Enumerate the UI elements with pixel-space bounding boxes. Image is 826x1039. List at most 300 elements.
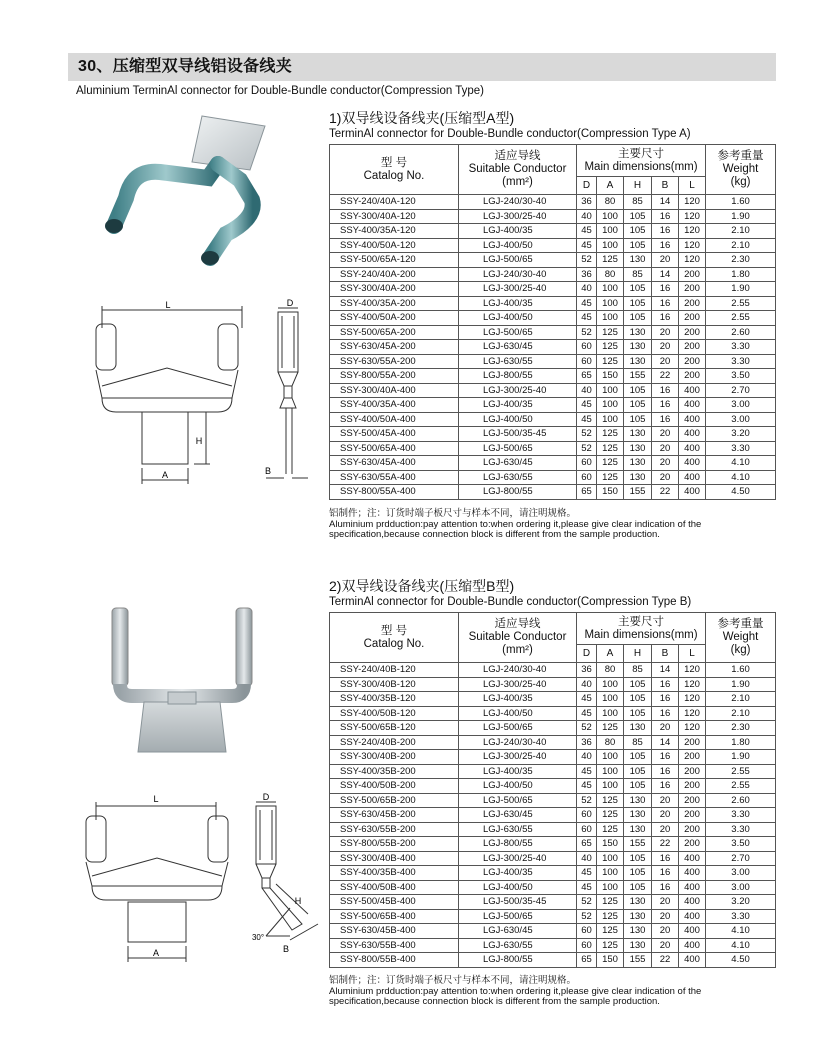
table-row [330,764,776,779]
b-cell: 22 [652,837,679,852]
a-cell: 100 [597,851,624,866]
h-cell: 105 [624,282,652,297]
b-cell: 20 [652,340,679,355]
l-cell: 200 [679,808,706,823]
h-cell: 130 [624,325,652,340]
l-cell: 200 [679,267,706,282]
table-row [330,924,776,939]
catalog-cell: SSY-630/55B-400 [330,938,459,953]
weight-cell: 2.55 [706,764,776,779]
page-subtitle: Aluminium TerminAl connector for Double-Bundle conductor(Compression Type) [76,85,485,97]
col-d: D [577,177,597,195]
conductor-cell: LGJ-630/55 [459,354,577,369]
catalog-cell: SSY-630/55A-400 [330,470,459,485]
h-cell: 130 [624,427,652,442]
catalog-cell: SSY-300/40B-120 [330,677,459,692]
table-row [330,267,776,282]
table-row [330,706,776,721]
weight-cell: 2.10 [706,692,776,707]
d-cell: 45 [577,880,597,895]
conductor-cell: LGJ-240/30-40 [459,735,577,750]
d-cell: 40 [577,677,597,692]
dim-label-h: H [294,896,302,906]
catalog-cell: SSY-400/35B-120 [330,692,459,707]
l-cell: 120 [679,677,706,692]
weight-cell: 3.50 [706,837,776,852]
l-cell: 400 [679,880,706,895]
table-row [330,880,776,895]
a-cell: 80 [597,735,624,750]
weight-cell: 2.10 [706,238,776,253]
col-h: H [624,645,652,663]
catalog-cell: SSY-400/50B-120 [330,706,459,721]
d-cell: 40 [577,851,597,866]
a-cell: 100 [597,209,624,224]
b-cell: 16 [652,311,679,326]
a-cell: 125 [597,427,624,442]
l-cell: 120 [679,224,706,239]
dim-label-d: D [286,298,294,308]
d-cell: 45 [577,764,597,779]
col-b: B [652,645,679,663]
l-cell: 400 [679,485,706,500]
conductor-cell: LGJ-500/65 [459,721,577,736]
b-cell: 16 [652,866,679,881]
table-row [330,793,776,808]
h-cell: 130 [624,909,652,924]
a-cell: 100 [597,880,624,895]
conductor-cell: LGJ-400/35 [459,764,577,779]
catalog-cell: SSY-300/40A-120 [330,209,459,224]
b-cell: 14 [652,735,679,750]
weight-cell: 3.30 [706,354,776,369]
table-row [330,721,776,736]
b-cell: 16 [652,764,679,779]
d-cell: 36 [577,267,597,282]
a-cell: 100 [597,706,624,721]
weight-cell: 3.30 [706,909,776,924]
weight-cell: 1.90 [706,282,776,297]
a-cell: 100 [597,412,624,427]
l-cell: 400 [679,953,706,968]
b-cell: 20 [652,793,679,808]
b-cell: 20 [652,441,679,456]
h-cell: 85 [624,663,652,678]
b-cell: 20 [652,427,679,442]
a-cell: 100 [597,224,624,239]
conductor-cell: LGJ-240/30-40 [459,267,577,282]
section-b-title: 2)双导线设备线夹(压缩型B型) [329,578,515,594]
table-row [330,441,776,456]
h-cell: 130 [624,441,652,456]
table-row [330,677,776,692]
b-cell: 20 [652,808,679,823]
col-l: L [679,645,706,663]
a-cell: 125 [597,721,624,736]
table-row [330,837,776,852]
conductor-cell: LGJ-240/30-40 [459,663,577,678]
section-b-note [329,976,769,1008]
l-cell: 200 [679,822,706,837]
d-cell: 60 [577,470,597,485]
weight-header: 参考重量 Weight (kg) [706,145,776,195]
d-cell: 60 [577,924,597,939]
catalog-cell: SSY-500/65B-120 [330,721,459,736]
l-cell: 200 [679,837,706,852]
table-row [330,209,776,224]
b-cell: 20 [652,325,679,340]
weight-cell: 1.60 [706,195,776,210]
weight-cell: 4.10 [706,938,776,953]
weight-cell: 4.10 [706,470,776,485]
table-row [330,296,776,311]
d-cell: 45 [577,224,597,239]
h-cell: 105 [624,311,652,326]
note-cn: 铝制件；注：订货时端子板尺寸与样本不同，请注明规格。 [329,975,577,986]
table-row [330,750,776,765]
catalog-cell: SSY-800/55A-400 [330,485,459,500]
b-cell: 16 [652,282,679,297]
section-a-table [329,144,776,500]
b-cell: 16 [652,412,679,427]
table-row [330,470,776,485]
b-cell: 16 [652,383,679,398]
l-cell: 120 [679,721,706,736]
dim-label-l: L [153,794,159,804]
conductor-cell: LGJ-630/55 [459,938,577,953]
h-cell: 85 [624,195,652,210]
h-cell: 130 [624,793,652,808]
d-cell: 52 [577,721,597,736]
table-row [330,692,776,707]
weight-cell: 2.70 [706,851,776,866]
b-cell: 20 [652,456,679,471]
table-row [330,282,776,297]
catalog-cell: SSY-500/45A-400 [330,427,459,442]
conductor-header: 适应导线 Suitable Conductor (mm²) [459,613,577,663]
d-cell: 45 [577,296,597,311]
conductor-cell: LGJ-400/50 [459,238,577,253]
table-row [330,663,776,678]
a-cell: 125 [597,938,624,953]
weight-cell: 2.10 [706,224,776,239]
weight-cell: 2.55 [706,311,776,326]
conductor-cell: LGJ-630/55 [459,822,577,837]
b-cell: 14 [652,195,679,210]
l-cell: 200 [679,354,706,369]
catalog-cell: SSY-400/35A-200 [330,296,459,311]
a-cell: 150 [597,485,624,500]
table-row [330,953,776,968]
d-cell: 65 [577,837,597,852]
catalog-cell: SSY-400/50B-400 [330,880,459,895]
d-cell: 60 [577,456,597,471]
a-cell: 100 [597,692,624,707]
b-cell: 16 [652,677,679,692]
h-cell: 105 [624,851,652,866]
conductor-cell: LGJ-400/50 [459,706,577,721]
a-cell: 80 [597,663,624,678]
conductor-cell: LGJ-400/50 [459,880,577,895]
weight-cell: 3.00 [706,398,776,413]
conductor-cell: LGJ-500/35-45 [459,427,577,442]
table-row [330,398,776,413]
d-cell: 45 [577,311,597,326]
h-cell: 105 [624,412,652,427]
a-cell: 150 [597,837,624,852]
b-cell: 20 [652,938,679,953]
dimensions-header: 主要尺寸 Main dimensions(mm) [577,145,706,177]
table-row [330,412,776,427]
h-cell: 130 [624,456,652,471]
b-cell: 14 [652,267,679,282]
table-row [330,238,776,253]
b-cell: 16 [652,880,679,895]
catalog-cell: SSY-500/65B-400 [330,909,459,924]
weight-header: 参考重量 Weight (kg) [706,613,776,663]
l-cell: 400 [679,895,706,910]
catalog-cell: SSY-630/55A-200 [330,354,459,369]
col-a: A [597,645,624,663]
a-cell: 100 [597,238,624,253]
conductor-cell: LGJ-500/65 [459,325,577,340]
catalog-cell: SSY-400/50A-120 [330,238,459,253]
l-cell: 400 [679,398,706,413]
col-b: B [652,177,679,195]
dim-label-a: A [152,948,160,958]
conductor-cell: LGJ-630/45 [459,456,577,471]
catalog-cell: SSY-500/65A-200 [330,325,459,340]
conductor-cell: LGJ-400/35 [459,398,577,413]
section-a-title: 1)双导线设备线夹(压缩型A型) [329,110,515,126]
catalog-cell: SSY-630/45B-200 [330,808,459,823]
conductor-cell: LGJ-630/45 [459,340,577,355]
l-cell: 400 [679,470,706,485]
d-cell: 65 [577,953,597,968]
table-row [330,224,776,239]
a-cell: 125 [597,470,624,485]
catalog-cell: SSY-240/40B-200 [330,735,459,750]
d-cell: 52 [577,253,597,268]
l-cell: 400 [679,456,706,471]
a-cell: 150 [597,953,624,968]
conductor-cell: LGJ-300/25-40 [459,282,577,297]
a-cell: 125 [597,909,624,924]
h-cell: 130 [624,253,652,268]
d-cell: 40 [577,383,597,398]
table-row [330,485,776,500]
weight-cell: 3.00 [706,866,776,881]
b-cell: 16 [652,779,679,794]
conductor-cell: LGJ-300/25-40 [459,677,577,692]
dimensions-header: 主要尺寸 Main dimensions(mm) [577,613,706,645]
h-cell: 155 [624,953,652,968]
b-cell: 14 [652,663,679,678]
catalog-cell: SSY-400/35A-400 [330,398,459,413]
l-cell: 120 [679,195,706,210]
weight-cell: 3.30 [706,808,776,823]
h-cell: 105 [624,706,652,721]
d-cell: 60 [577,808,597,823]
b-cell: 20 [652,924,679,939]
l-cell: 200 [679,282,706,297]
conductor-cell: LGJ-500/65 [459,253,577,268]
a-cell: 100 [597,311,624,326]
catalog-cell: SSY-800/55A-200 [330,369,459,384]
h-cell: 105 [624,692,652,707]
h-cell: 155 [624,485,652,500]
a-cell: 125 [597,354,624,369]
catalog-header: 型 号 Catalog No. [330,145,459,195]
l-cell: 400 [679,851,706,866]
h-cell: 130 [624,808,652,823]
d-cell: 60 [577,354,597,369]
d-cell: 60 [577,822,597,837]
catalog-header: 型 号 Catalog No. [330,613,459,663]
a-cell: 125 [597,325,624,340]
connector-b-side-drawing [246,790,326,960]
conductor-cell: LGJ-400/50 [459,779,577,794]
a-cell: 125 [597,253,624,268]
table-row [330,195,776,210]
catalog-cell: SSY-630/55B-200 [330,822,459,837]
a-cell: 100 [597,750,624,765]
b-cell: 22 [652,369,679,384]
conductor-header: 适应导线 Suitable Conductor (mm²) [459,145,577,195]
weight-cell: 1.80 [706,735,776,750]
catalog-cell: SSY-500/45B-400 [330,895,459,910]
a-cell: 100 [597,677,624,692]
l-cell: 120 [679,692,706,707]
weight-cell: 3.00 [706,412,776,427]
table-row [330,808,776,823]
d-cell: 52 [577,427,597,442]
weight-cell: 2.10 [706,706,776,721]
a-cell: 100 [597,398,624,413]
d-cell: 52 [577,909,597,924]
b-cell: 20 [652,721,679,736]
d-cell: 36 [577,663,597,678]
table-row [330,325,776,340]
conductor-cell: LGJ-800/55 [459,837,577,852]
a-cell: 125 [597,822,624,837]
h-cell: 130 [624,470,652,485]
col-d: D [577,645,597,663]
h-cell: 105 [624,398,652,413]
col-h: H [624,177,652,195]
conductor-cell: LGJ-500/35-45 [459,895,577,910]
l-cell: 400 [679,938,706,953]
connector-a-side-drawing [262,298,312,488]
l-cell: 400 [679,383,706,398]
a-cell: 125 [597,924,624,939]
d-cell: 45 [577,398,597,413]
b-cell: 16 [652,209,679,224]
l-cell: 400 [679,441,706,456]
d-cell: 60 [577,938,597,953]
weight-cell: 2.30 [706,721,776,736]
weight-cell: 2.60 [706,793,776,808]
b-cell: 20 [652,253,679,268]
a-cell: 125 [597,456,624,471]
weight-cell: 4.50 [706,953,776,968]
weight-cell: 2.55 [706,296,776,311]
a-cell: 80 [597,267,624,282]
table-row [330,866,776,881]
catalog-cell: SSY-300/40B-400 [330,851,459,866]
weight-cell: 3.00 [706,880,776,895]
h-cell: 130 [624,822,652,837]
h-cell: 85 [624,735,652,750]
b-cell: 22 [652,953,679,968]
table-row [330,383,776,398]
catalog-cell: SSY-300/40A-400 [330,383,459,398]
note-en: Aluminium prdduction:pay attention to:when ordering it,please give clear indication of the specification,because connection block is different from the sample production. [329,985,702,1007]
weight-cell: 3.30 [706,822,776,837]
catalog-cell: SSY-400/35B-200 [330,764,459,779]
dim-label-d: D [262,792,270,802]
weight-cell: 2.60 [706,325,776,340]
page-title: 30、压缩型双导线铝设备线夹 [68,53,776,81]
weight-cell: 4.50 [706,485,776,500]
h-cell: 155 [624,369,652,384]
l-cell: 400 [679,427,706,442]
conductor-cell: LGJ-300/25-40 [459,383,577,398]
a-cell: 150 [597,369,624,384]
l-cell: 120 [679,209,706,224]
catalog-cell: SSY-400/50A-400 [330,412,459,427]
a-cell: 125 [597,340,624,355]
a-cell: 100 [597,296,624,311]
dim-label-l: L [165,300,171,310]
d-cell: 45 [577,866,597,881]
h-cell: 105 [624,866,652,881]
a-cell: 100 [597,764,624,779]
l-cell: 400 [679,412,706,427]
catalog-cell: SSY-500/65A-400 [330,441,459,456]
a-cell: 100 [597,866,624,881]
l-cell: 120 [679,706,706,721]
d-cell: 45 [577,238,597,253]
d-cell: 40 [577,282,597,297]
table-row [330,354,776,369]
catalog-cell: SSY-300/40A-200 [330,282,459,297]
col-a: A [597,177,624,195]
conductor-cell: LGJ-400/50 [459,311,577,326]
conductor-cell: LGJ-400/35 [459,692,577,707]
h-cell: 105 [624,296,652,311]
b-cell: 20 [652,822,679,837]
table-row [330,895,776,910]
b-cell: 22 [652,485,679,500]
b-cell: 16 [652,238,679,253]
h-cell: 105 [624,779,652,794]
conductor-cell: LGJ-300/25-40 [459,851,577,866]
a-cell: 100 [597,282,624,297]
b-cell: 20 [652,354,679,369]
h-cell: 105 [624,880,652,895]
l-cell: 200 [679,325,706,340]
catalog-cell: SSY-400/35A-120 [330,224,459,239]
l-cell: 120 [679,663,706,678]
conductor-cell: LGJ-630/45 [459,924,577,939]
d-cell: 52 [577,895,597,910]
l-cell: 200 [679,311,706,326]
weight-cell: 1.80 [706,267,776,282]
catalog-cell: SSY-240/40A-200 [330,267,459,282]
section-b-subtitle: TerminAl connector for Double-Bundle conductor(Compression Type B) [329,596,692,608]
weight-cell: 3.50 [706,369,776,384]
